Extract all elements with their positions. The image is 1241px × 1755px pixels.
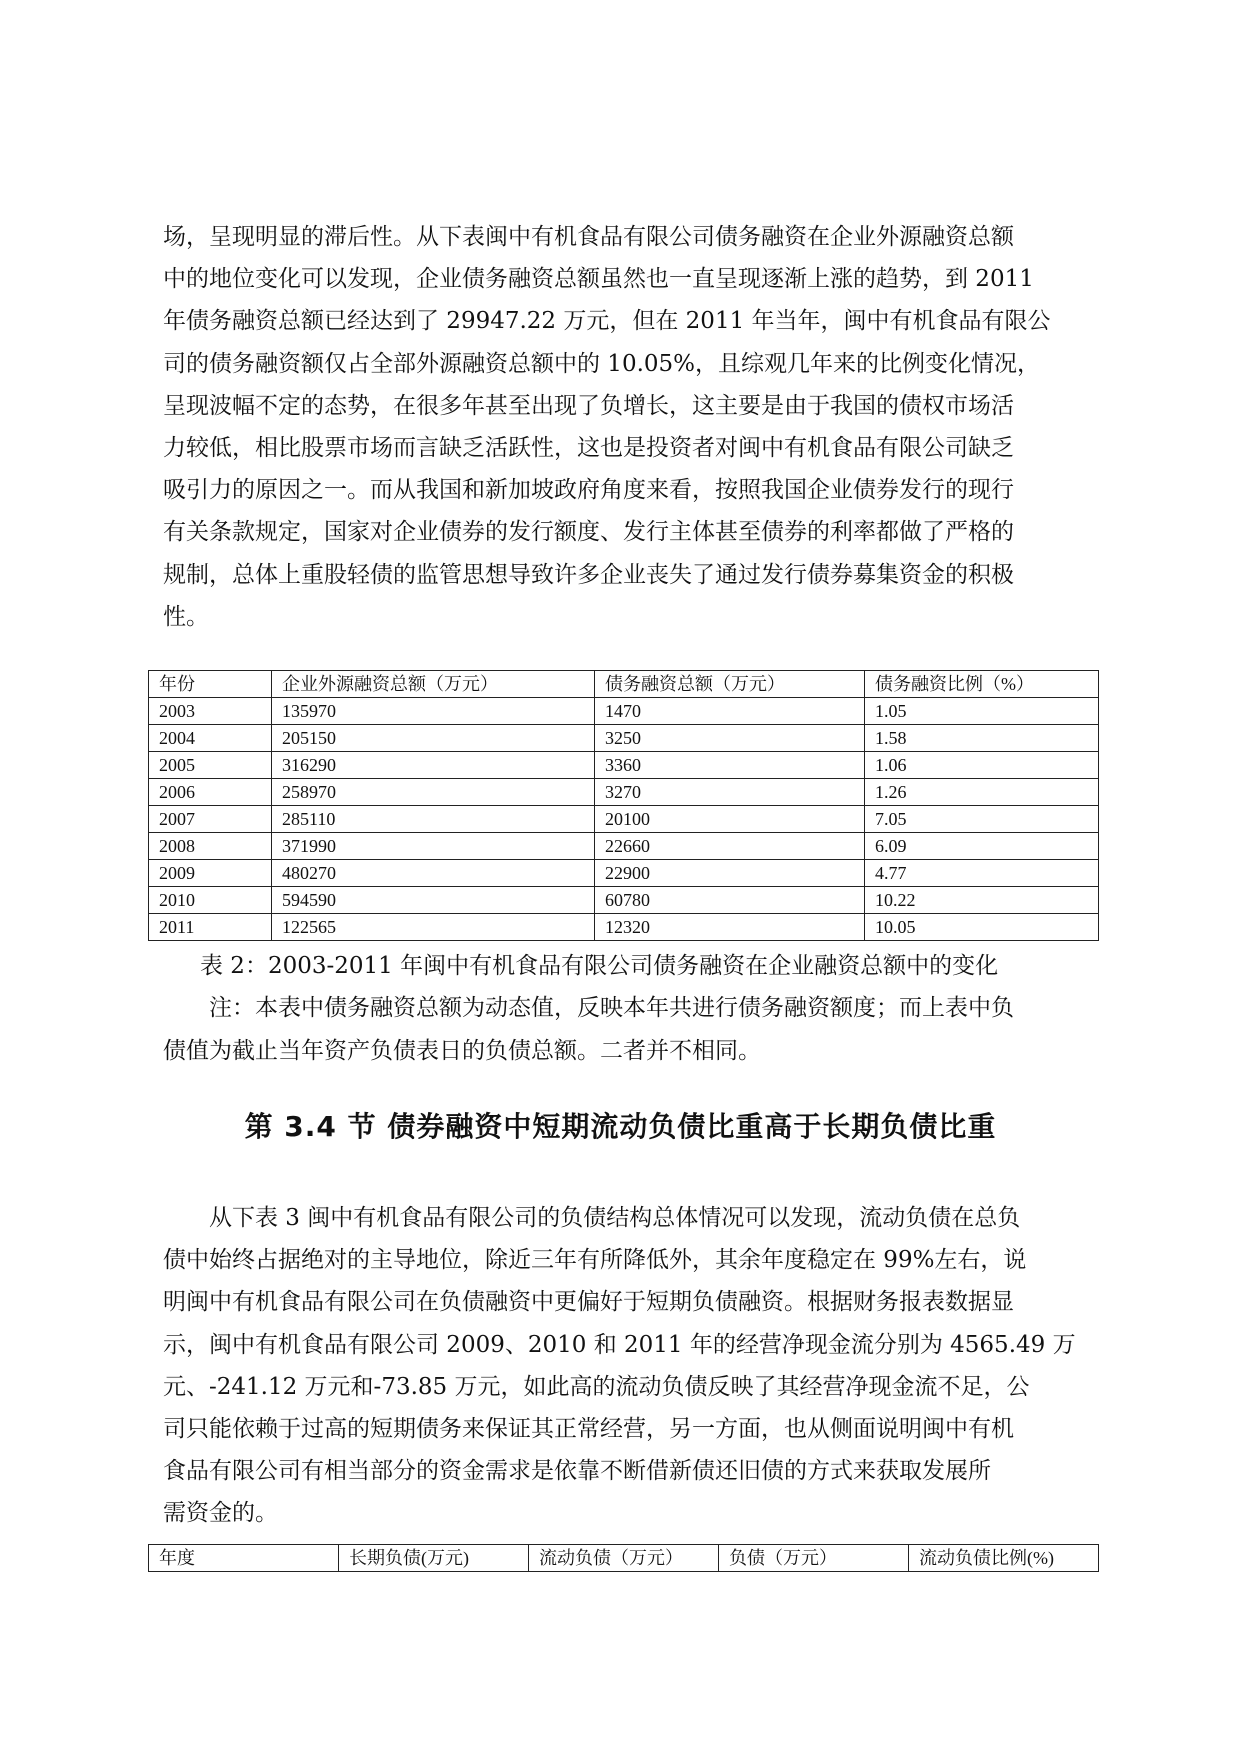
table-row xyxy=(149,779,1099,806)
table-3 xyxy=(148,1544,1099,1572)
table-cell: 60780 xyxy=(595,887,865,914)
text-line: 中的地位变化可以发现，企业债务融资总额虽然也一直呈现逐渐上涨的趋势，到 2011 xyxy=(163,266,1034,293)
table-cell: 7.05 xyxy=(865,806,1099,833)
header-cell: 债务融资总额（万元） xyxy=(595,671,865,698)
text-line: 性。 xyxy=(163,603,209,630)
table-note xyxy=(163,987,1093,1072)
table-cell: 205150 xyxy=(272,725,595,752)
table-cell: 2006 xyxy=(149,779,272,806)
text-line: 场，呈现明显的滞后性。从下表闽中有机食品有限公司债务融资在企业外源融资总额 xyxy=(163,224,1014,250)
text-line: 从下表 3 闽中有机食品有限公司的负债结构总体情况可以发现，流动负债在总负 xyxy=(209,1205,1021,1231)
table-cell: 2010 xyxy=(149,887,272,914)
header-cell: 年份 xyxy=(149,671,272,698)
text-line: 呈现波幅不定的态势，在很多年甚至出现了负增长，这主要是由于我国的债权市场活 xyxy=(163,392,1014,419)
table-row xyxy=(149,698,1099,725)
table-cell: 12320 xyxy=(595,914,865,941)
table-cell: 258970 xyxy=(272,779,595,806)
header-cell: 流动负债比例(%) xyxy=(909,1545,1099,1572)
table-cell: 1.26 xyxy=(865,779,1099,806)
table-row xyxy=(149,860,1099,887)
table-cell: 2003 xyxy=(149,698,272,725)
table-cell: 1.58 xyxy=(865,725,1099,752)
section-heading: 第 3.4 节 债券融资中短期流动负债比重高于长期负债比重 xyxy=(244,1110,997,1143)
table-cell: 2011 xyxy=(149,914,272,941)
text-line: 债值为截止当年资产负债表日的负债总额。二者并不相同。 xyxy=(163,1037,761,1064)
table-cell: 6.09 xyxy=(865,833,1099,860)
table-cell: 3360 xyxy=(595,752,865,779)
header-cell: 负债（万元） xyxy=(719,1545,909,1572)
table-cell: 3270 xyxy=(595,779,865,806)
text-line: 力较低，相比股票市场而言缺乏活跃性，这也是投资者对闽中有机食品有限公司缺乏 xyxy=(163,435,1014,462)
table-cell: 2007 xyxy=(149,806,272,833)
table-header-row xyxy=(149,1545,1099,1572)
header-cell: 年度 xyxy=(149,1545,339,1572)
table-cell: 20100 xyxy=(595,806,865,833)
text-line: 年债务融资总额已经达到了 29947.22 万元，但在 2011 年当年，闽中有机食品有限公 xyxy=(163,308,1051,335)
table-cell: 2004 xyxy=(149,725,272,752)
table-header-row xyxy=(149,671,1099,698)
table-cell: 22900 xyxy=(595,860,865,887)
table-cell: 1.06 xyxy=(865,752,1099,779)
table-row xyxy=(149,725,1099,752)
text-line: 需资金的。 xyxy=(163,1500,278,1527)
text-line: 债中始终占据绝对的主导地位，除近三年有所降低外，其余年度稳定在 99%左右，说 xyxy=(163,1247,1027,1274)
table-cell: 2009 xyxy=(149,860,272,887)
text-line: 司的债务融资额仅占全部外源融资总额中的 10.05%，且综观几年来的比例变化情况， xyxy=(163,350,1041,377)
text-line: 食品有限公司有相当部分的资金需求是依靠不断借新债还旧债的方式来获取发展所 xyxy=(163,1458,991,1485)
header-cell: 流动负债（万元） xyxy=(529,1545,719,1572)
text-line: 元、-241.12 万元和-73.85 万元，如此高的流动负债反映了其经营净现金流不足，公 xyxy=(163,1373,1030,1400)
text-line: 规制，总体上重股轻债的监管思想导致许多企业丧失了通过发行债券募集资金的积极 xyxy=(163,561,1014,588)
text-line: 吸引力的原因之一。而从我国和新加坡政府角度来看，按照我国企业债券发行的现行 xyxy=(163,477,1014,504)
table-cell: 135970 xyxy=(272,698,595,725)
table-cell: 2005 xyxy=(149,752,272,779)
table-cell: 10.22 xyxy=(865,887,1099,914)
table-cell: 22660 xyxy=(595,833,865,860)
table-cell: 4.77 xyxy=(865,860,1099,887)
table-row xyxy=(149,914,1099,941)
table-cell: 285110 xyxy=(272,806,595,833)
table-cell: 10.05 xyxy=(865,914,1099,941)
table-row xyxy=(149,833,1099,860)
text-line: 明闽中有机食品有限公司在负债融资中更偏好于短期负债融资。根据财务报表数据显 xyxy=(163,1289,1014,1316)
table-cell: 480270 xyxy=(272,860,595,887)
text-line: 有关条款规定，国家对企业债券的发行额度、发行主体甚至债券的利率都做了严格的 xyxy=(163,519,1014,546)
table-cell: 122565 xyxy=(272,914,595,941)
table-caption: 表 2：2003-2011 年闽中有机食品有限公司债务融资在企业融资总额中的变化 xyxy=(200,953,999,979)
header-cell: 企业外源融资总额（万元） xyxy=(272,671,595,698)
table-cell: 1.05 xyxy=(865,698,1099,725)
table-cell: 3250 xyxy=(595,725,865,752)
table-row xyxy=(149,806,1099,833)
table-cell: 1470 xyxy=(595,698,865,725)
body-paragraph-2 xyxy=(163,1197,1093,1535)
table-row xyxy=(149,887,1099,914)
body-paragraph-1 xyxy=(163,216,1093,638)
table-cell: 316290 xyxy=(272,752,595,779)
text-line: 示，闽中有机食品有限公司 2009、2010 和 2011 年的经营净现金流分别为 4565.49 万 xyxy=(163,1331,1076,1358)
table-cell: 594590 xyxy=(272,887,595,914)
text-line: 司只能依赖于过高的短期债务来保证其正常经营，另一方面，也从侧面说明闽中有机 xyxy=(163,1416,1014,1443)
header-cell: 债务融资比例（%） xyxy=(865,671,1099,698)
table-row xyxy=(149,752,1099,779)
table-2 xyxy=(148,670,1099,941)
text-line: 注：本表中债务融资总额为动态值，反映本年共进行债务融资额度；而上表中负 xyxy=(209,995,1014,1021)
table-cell: 371990 xyxy=(272,833,595,860)
header-cell: 长期负债(万元) xyxy=(339,1545,529,1572)
table-cell: 2008 xyxy=(149,833,272,860)
